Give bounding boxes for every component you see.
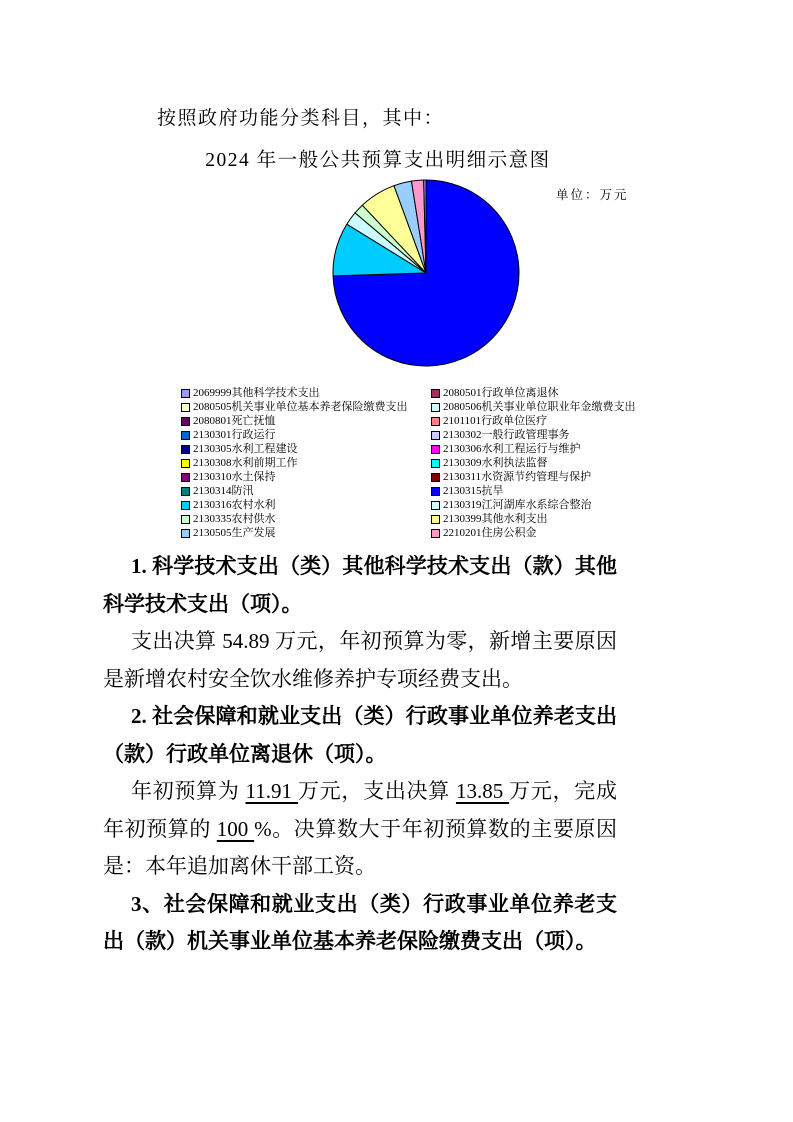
legend-label: 2130315抗旱	[443, 485, 504, 497]
legend-item	[181, 484, 431, 498]
legend-item	[431, 512, 721, 526]
paragraph-segment: 万元，支出决算	[297, 779, 456, 803]
legend-label: 2069999其他科学技术支出	[193, 387, 320, 399]
legend-swatch	[181, 529, 190, 538]
legend-item	[181, 456, 431, 470]
legend-item	[181, 512, 431, 526]
legend-label: 2130505生产发展	[193, 527, 276, 539]
legend-swatch	[431, 459, 440, 468]
legend-swatch	[431, 445, 440, 454]
legend-item	[181, 400, 431, 414]
legend-item	[181, 442, 431, 456]
paragraph-segment: 2. 社会保障和就业支出（类）行政事业单位养老支出（款）行政单位离退休（项）。	[103, 704, 617, 766]
legend-swatch	[181, 487, 190, 496]
legend-swatch	[181, 459, 190, 468]
unit-label: 单位：万元	[556, 188, 629, 202]
legend-item	[431, 498, 721, 512]
paragraph-segment: 11.91	[245, 779, 298, 803]
legend-swatch	[431, 501, 440, 510]
legend-item	[181, 470, 431, 484]
legend-item	[181, 428, 431, 442]
legend-swatch	[181, 445, 190, 454]
legend-label: 2130305水利工程建设	[193, 443, 298, 455]
legend-swatch	[431, 473, 440, 482]
paragraph-segment: %。决算数大于年初预算数的主要原因是：本年追加离休干部工资。	[103, 816, 618, 878]
intro-text: 按照政府功能分类科目，其中：	[157, 108, 445, 129]
paragraph-segment: 100	[216, 816, 255, 841]
paragraph	[103, 698, 617, 773]
legend-label: 2130308水利前期工作	[193, 457, 298, 469]
legend-swatch	[431, 529, 440, 538]
legend-label: 2130399其他水利支出	[443, 513, 548, 525]
chart-title: 2024 年一般公共预算支出明细示意图	[205, 150, 551, 171]
legend-label: 2080506机关事业单位职业年金缴费支出	[443, 401, 636, 413]
paragraph-segment: 年初预算为	[131, 779, 246, 803]
legend-item	[181, 414, 431, 428]
legend-item	[431, 484, 721, 498]
paragraph-segment: 支出决算 54.89 万元，年初预算为零，新增主要原因是新增农村安全饮水维修养护专项经费支出。	[103, 629, 617, 691]
legend-item	[431, 400, 721, 414]
legend-label: 2130309水利执法监督	[443, 457, 548, 469]
legend-item	[431, 428, 721, 442]
legend-label: 2130319江河湖库水系综合整治	[443, 499, 592, 511]
paragraph	[103, 773, 617, 886]
legend-label: 2080501行政单位离退休	[443, 387, 559, 399]
legend-item	[181, 526, 431, 540]
legend-item	[431, 414, 721, 428]
pie-chart	[326, 177, 526, 371]
paragraph-segment: 万元，完成年初预算的	[103, 779, 618, 841]
legend-item	[431, 442, 721, 456]
legend-item	[431, 386, 721, 400]
legend-item	[431, 470, 721, 484]
legend-item	[431, 526, 721, 540]
legend-label: 2130316农村水利	[193, 499, 276, 511]
legend-label: 2130314防汛	[193, 485, 254, 497]
legend-label: 2210201住房公积金	[443, 527, 537, 539]
legend-item	[181, 386, 431, 400]
legend-label: 2080505机关事业单位基本养老保险缴费支出	[193, 401, 408, 413]
legend-swatch	[181, 515, 190, 524]
paragraph-segment: 1. 科学技术支出（类）其他科学技术支出（款）其他科学技术支出（项）。	[103, 554, 617, 616]
body-paragraphs	[103, 548, 617, 961]
legend-swatch	[181, 473, 190, 482]
legend-swatch	[431, 487, 440, 496]
legend-item	[181, 498, 431, 512]
legend-label: 2130302一般行政管理事务	[443, 429, 570, 441]
legend-swatch	[181, 417, 190, 426]
legend-swatch	[181, 389, 190, 398]
legend-swatch	[181, 431, 190, 440]
legend-label: 2080801死亡抚恤	[193, 415, 276, 427]
legend-label: 2130310水土保持	[193, 471, 276, 483]
paragraph	[103, 886, 617, 961]
paragraph	[103, 623, 617, 698]
legend-swatch	[431, 431, 440, 440]
paragraph-segment: 3、社会保障和就业支出（类）行政事业单位养老支出（款）机关事业单位基本养老保险缴费支出（项）。	[103, 891, 617, 953]
paragraph-segment: 13.85	[455, 779, 510, 803]
legend-swatch	[181, 403, 190, 412]
legend-swatch	[431, 417, 440, 426]
legend-swatch	[431, 389, 440, 398]
paragraph	[103, 548, 617, 623]
legend-swatch	[181, 501, 190, 510]
legend-swatch	[431, 403, 440, 412]
legend-label: 2130301行政运行	[193, 429, 276, 441]
legend-label: 2130311水资源节约管理与保护	[443, 471, 592, 483]
chart-legend	[181, 386, 721, 540]
legend-label: 2130335农村供水	[193, 513, 276, 525]
legend-swatch	[431, 515, 440, 524]
legend-item	[431, 456, 721, 470]
legend-label: 2101101行政单位医疗	[443, 415, 548, 427]
legend-label: 2130306水利工程运行与维护	[443, 443, 581, 455]
